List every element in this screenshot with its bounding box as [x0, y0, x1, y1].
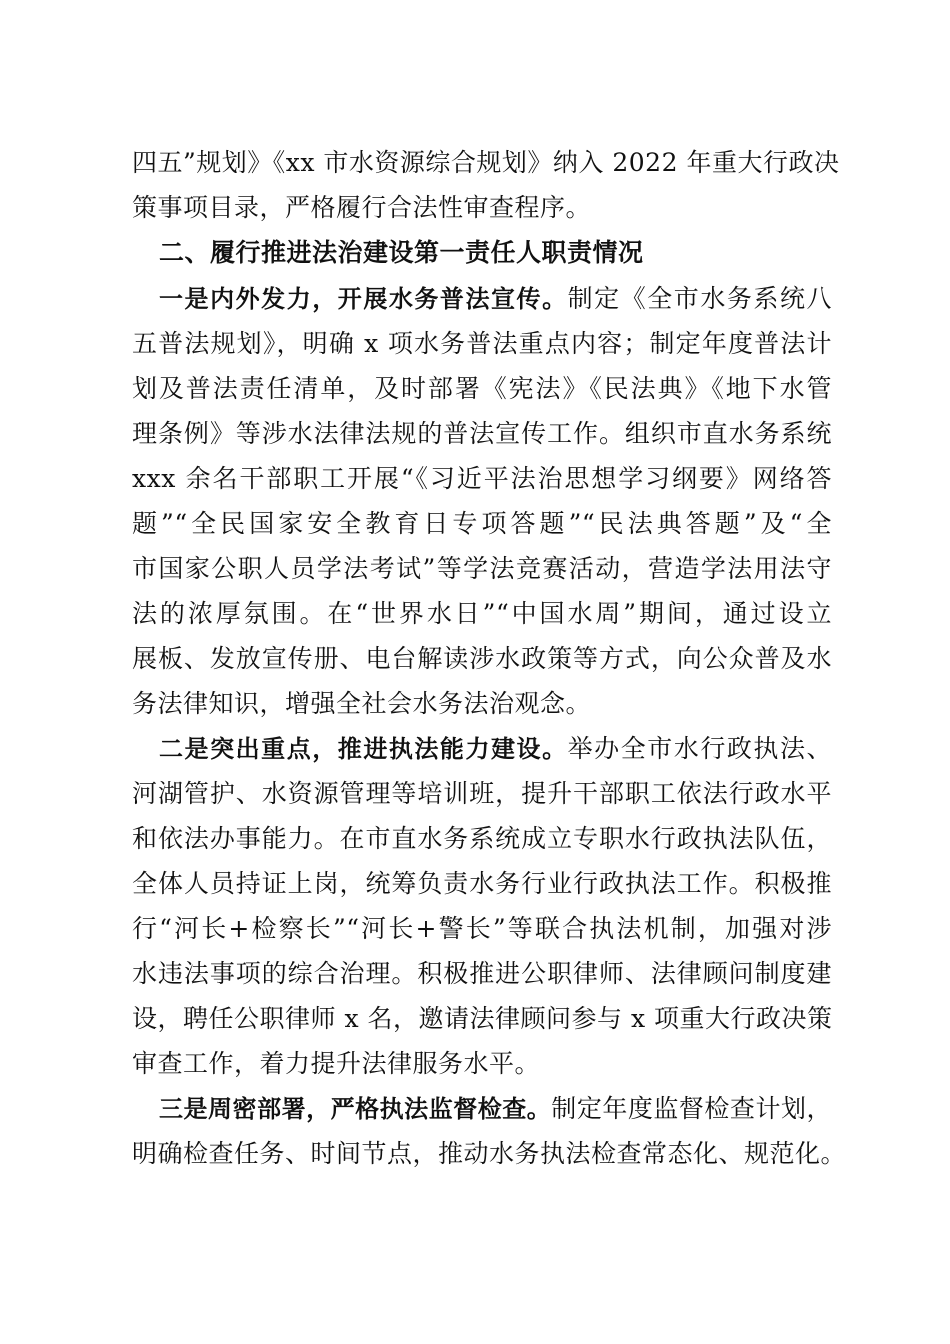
paragraph-1-lead: 一是内外发力，开展水务普法宣传。 [159, 285, 568, 313]
paragraph-2-line: 水违法事项的综合治理。积极推进公职律师、法律顾问制度建 [132, 959, 832, 988]
paragraph-1-line: 展板、发放宣传册、电台解读涉水政策等方式，向公众普及水 [132, 644, 832, 673]
paragraph-2-line: 河湖管护、水资源管理等培训班，提升干部职工依法行政水平 [132, 779, 832, 808]
section-heading: 二、履行推进法治建设第一责任人职责情况 [159, 238, 644, 267]
paragraph-2-line: 设，聘任公职律师 x 名，邀请法律顾问参与 x 项重大行政决策 [132, 1004, 833, 1033]
paragraph-3-lead: 三是周密部署，严格执法监督检查。 [159, 1095, 552, 1123]
paragraph-2-first-line [159, 732, 832, 766]
paragraph-top-line: 策事项目录，严格履行合法性审查程序。 [132, 193, 592, 222]
paragraph-3-first-line [159, 1092, 832, 1126]
paragraph-1-first-rest: 制定《全市水务系统八 [567, 284, 832, 313]
paragraph-top-line: 四五”规划》《xx 市水资源综合规划》纳入 2022 年重大行政决 [132, 148, 840, 177]
paragraph-1-line: 划及普法责任清单，及时部署《宪法》《民法典》《地下水管 [132, 374, 832, 403]
paragraph-2-line: 审查工作，着力提升法律服务水平。 [132, 1049, 541, 1078]
paragraph-1-line: 市国家公职人员学法考试”等学法竞赛活动，营造学法用法守 [132, 554, 832, 583]
paragraph-1-line: xxx 余名干部职工开展“《习近平法治思想学习纲要》网络答 [132, 464, 832, 493]
paragraph-1-line: 理条例》等涉水法律法规的普法宣传工作。组织市直水务系统 [132, 419, 832, 448]
paragraph-3-line: 明确检查任务、时间节点，推动水务执法检查常态化、规范化。 [132, 1139, 847, 1168]
paragraph-1-line: 五普法规划》，明确 x 项水务普法重点内容；制定年度普法计 [132, 329, 832, 358]
paragraph-1-first-line [159, 282, 832, 316]
paragraph-1-line: 题”“全民国家安全教育日专项答题”“民法典答题”及“全 [132, 509, 832, 538]
paragraph-2-lead: 二是突出重点，推进执法能力建设。 [159, 735, 568, 763]
paragraph-1-line: 法的浓厚氛围。在“世界水日”“中国水周”期间，通过设立 [132, 599, 832, 628]
paragraph-3-first-rest: 制定年度监督检查计划， [551, 1094, 832, 1123]
paragraph-2-line: 行“河长+检察长”“河长+警长”等联合执法机制，加强对涉 [132, 914, 832, 943]
paragraph-2-first-rest: 举办全市水行政执法、 [567, 734, 832, 763]
paragraph-2-line: 和依法办事能力。在市直水务系统成立专职水行政执法队伍， [132, 824, 832, 853]
paragraph-1-line: 务法律知识，增强全社会水务法治观念。 [132, 689, 592, 718]
paragraph-2-line: 全体人员持证上岗，统筹负责水务行业行政执法工作。积极推 [132, 869, 832, 898]
